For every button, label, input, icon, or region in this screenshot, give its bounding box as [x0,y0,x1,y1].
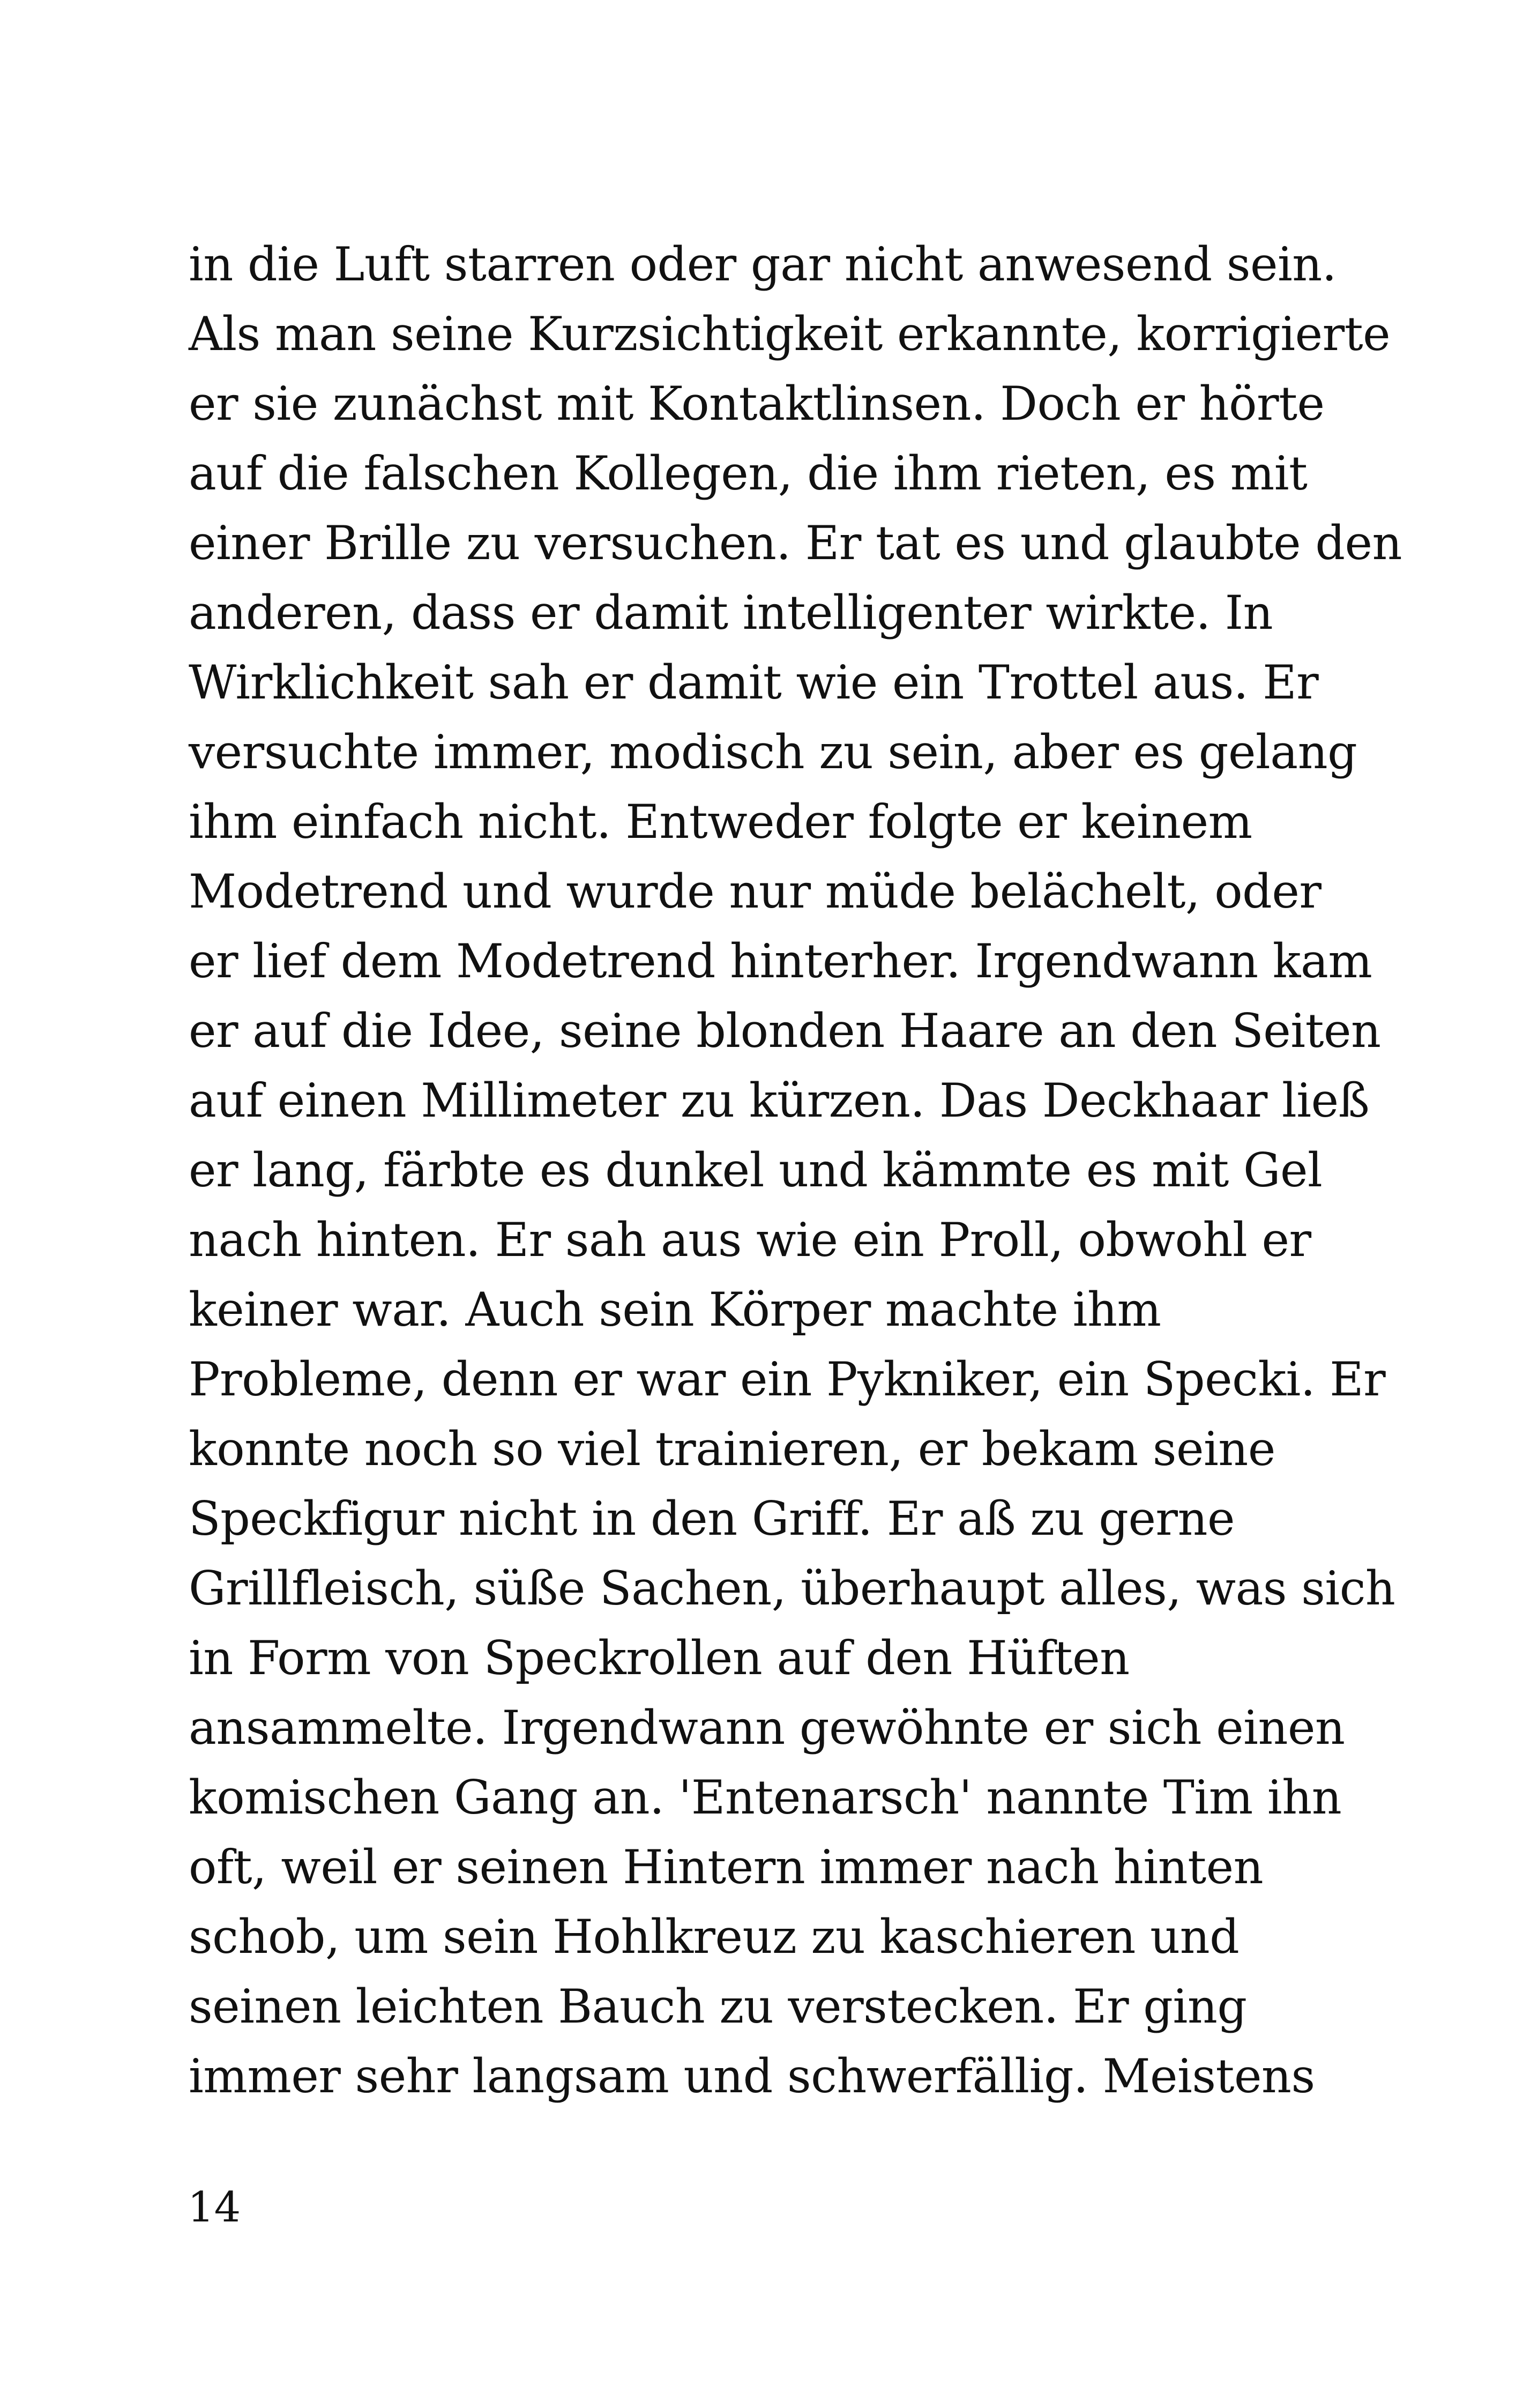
text-line: auf die falschen Kollegen, die ihm rieten, es mit [189,446,1308,501]
text-line: Wirklichkeit sah er damit wie ein Trottel aus. Er [189,655,1319,710]
text-line: nach hinten. Er sah aus wie ein Proll, obwohl er [189,1213,1311,1267]
text-line: Als man seine Kurzsichtigkeit erkannte, korrigierte [189,307,1391,361]
text-line: in Form von Speckrollen auf den Hüften [189,1631,1130,1685]
text-line: einer Brille zu versuchen. Er tat es und glaubte den [189,516,1402,570]
text-line: er sie zunächst mit Kontaktlinsen. Doch er hörte [189,376,1325,431]
text-line: auf einen Millimeter zu kürzen. Das Deckhaar ließ [189,1073,1370,1128]
text-line: schob, um sein Hohlkreuz zu kaschieren und [189,1909,1240,1964]
body-text [189,229,1402,2111]
text-line: Speckfigur nicht in den Griff. Er aß zu gerne [189,1491,1235,1546]
text-line: immer sehr langsam und schwerfällig. Meistens [189,2049,1315,2104]
text-line: Probleme, denn er war ein Pykniker, ein Specki. Er [189,1352,1386,1407]
text-line: konnte noch so viel trainieren, er bekam seine [189,1422,1275,1476]
text-line: in die Luft starren oder gar nicht anwesend sein. [189,237,1337,292]
page-number: 14 [188,2183,241,2232]
text-line: anderen, dass er damit intelligenter wirkte. In [189,585,1273,640]
text-line: er lang, färbte es dunkel und kämmte es mit Gel [189,1143,1323,1198]
text-line: Grillfleisch, süße Sachen, überhaupt alles, was sich [189,1561,1395,1616]
text-line: seinen leichten Bauch zu verstecken. Er ging [189,1979,1247,2034]
text-line: ihm einfach nicht. Entweder folgte er keinem [189,794,1252,849]
text-line: komischen Gang an. 'Entenarsch' nannte Tim ihn [189,1770,1342,1825]
text-line: Modetrend und wurde nur müde belächelt, oder [189,864,1322,919]
text-line: ansammelte. Irgendwann gewöhnte er sich einen [189,1700,1345,1755]
text-line: er lief dem Modetrend hinterher. Irgendwann kam [189,934,1372,989]
text-line: er auf die Idee, seine blonden Haare an den Seiten [189,1004,1381,1058]
text-line: versuchte immer, modisch zu sein, aber es gelang [189,725,1357,779]
text-line: keiner war. Auch sein Körper machte ihm [189,1282,1161,1337]
text-line: oft, weil er seinen Hintern immer nach hinten [189,1840,1264,1894]
